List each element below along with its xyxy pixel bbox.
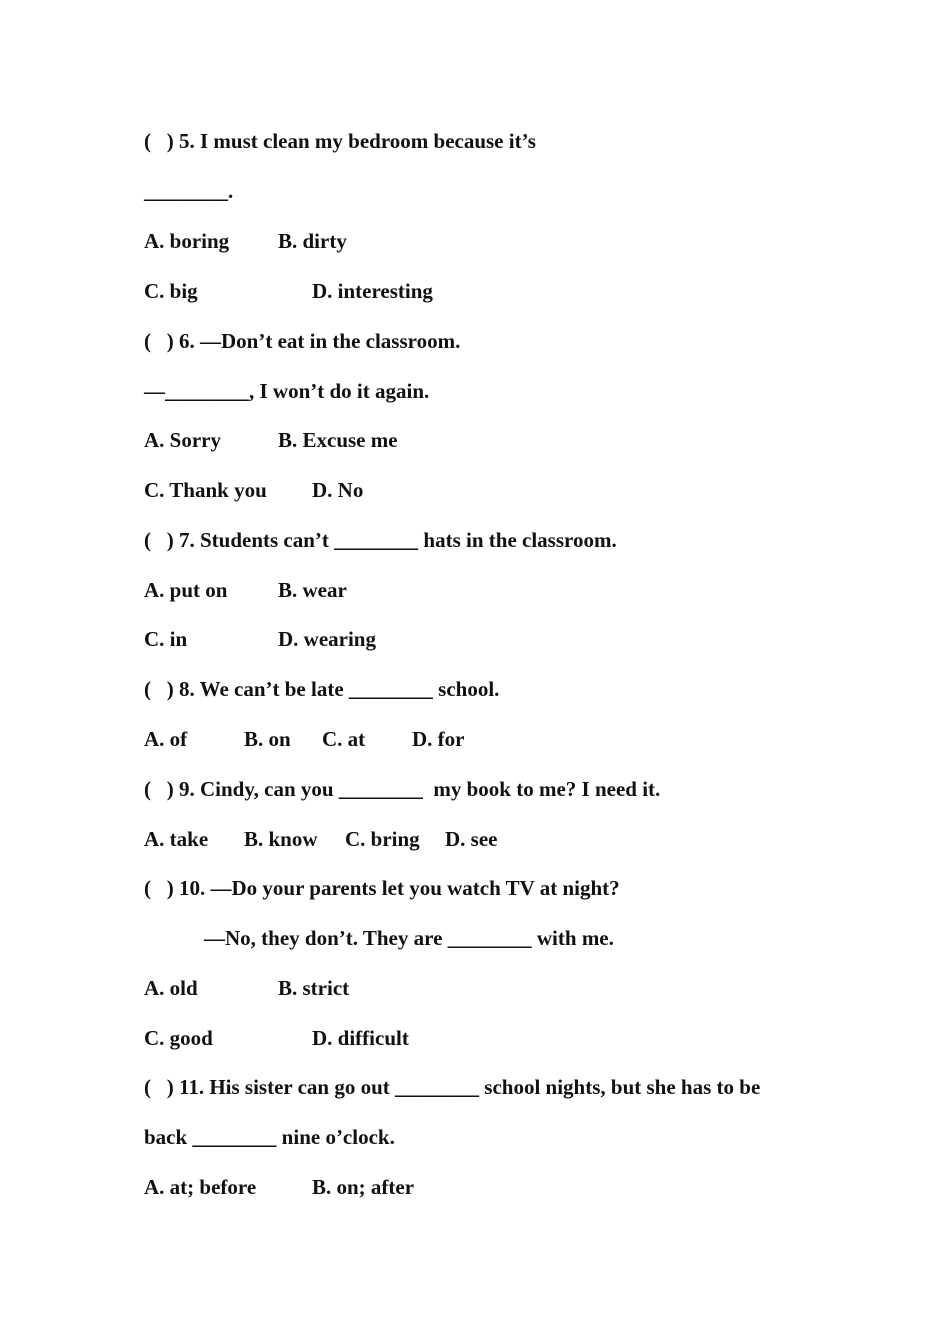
q10-option-d: D. difficult xyxy=(312,1026,409,1050)
q6-stem: ( ) 6. —Don’t eat in the classroom. xyxy=(144,329,461,353)
q5-stem-continued: ________. xyxy=(144,179,234,203)
q6-option-d: D. No xyxy=(312,478,364,502)
q5-stem: ( ) 5. I must clean my bedroom because it’s xyxy=(144,129,536,153)
q8-option-a: A. of xyxy=(144,727,188,751)
q5-option-c: C. big xyxy=(144,279,198,303)
q9-option-a: A. take xyxy=(144,827,209,851)
q6-option-c: C. Thank you xyxy=(144,478,267,502)
q6-stem-continued: —________, I won’t do it again. xyxy=(144,379,430,403)
q11-stem: ( ) 11. His sister can go out ________ school nights, but she has to be xyxy=(144,1075,761,1099)
q11-option-a: A. at; before xyxy=(144,1175,257,1199)
q9-option-b: B. know xyxy=(244,827,318,851)
q6-option-b: B. Excuse me xyxy=(278,428,398,452)
q7-option-b: B. wear xyxy=(278,578,347,602)
q9-option-c: C. bring xyxy=(345,827,420,851)
q10-stem-continued: —No, they don’t. They are ________ with me. xyxy=(204,926,614,950)
q11-option-b: B. on; after xyxy=(312,1175,415,1199)
q5-option-b: B. dirty xyxy=(278,229,347,253)
q10-option-c: C. good xyxy=(144,1026,213,1050)
q7-stem: ( ) 7. Students can’t ________ hats in the classroom. xyxy=(144,528,617,552)
q11-stem-continued: back ________ nine o’clock. xyxy=(144,1125,395,1149)
q7-option-d: D. wearing xyxy=(278,627,376,651)
q9-option-d: D. see xyxy=(445,827,498,851)
q8-option-b: B. on xyxy=(244,727,291,751)
q10-option-b: B. strict xyxy=(278,976,350,1000)
q9-stem: ( ) 9. Cindy, can you ________ my book to me? I need it. xyxy=(144,777,661,801)
q8-option-d: D. for xyxy=(412,727,465,751)
q8-stem: ( ) 8. We can’t be late ________ school. xyxy=(144,677,500,701)
q7-option-a: A. put on xyxy=(144,578,228,602)
q6-option-a: A. Sorry xyxy=(144,428,221,452)
q5-option-a: A. boring xyxy=(144,229,230,253)
q10-stem: ( ) 10. —Do your parents let you watch TV at night? xyxy=(144,876,620,900)
q5-option-d: D. interesting xyxy=(312,279,433,303)
q8-option-c: C. at xyxy=(322,727,366,751)
q7-option-c: C. in xyxy=(144,627,188,651)
q10-option-a: A. old xyxy=(144,976,198,1000)
